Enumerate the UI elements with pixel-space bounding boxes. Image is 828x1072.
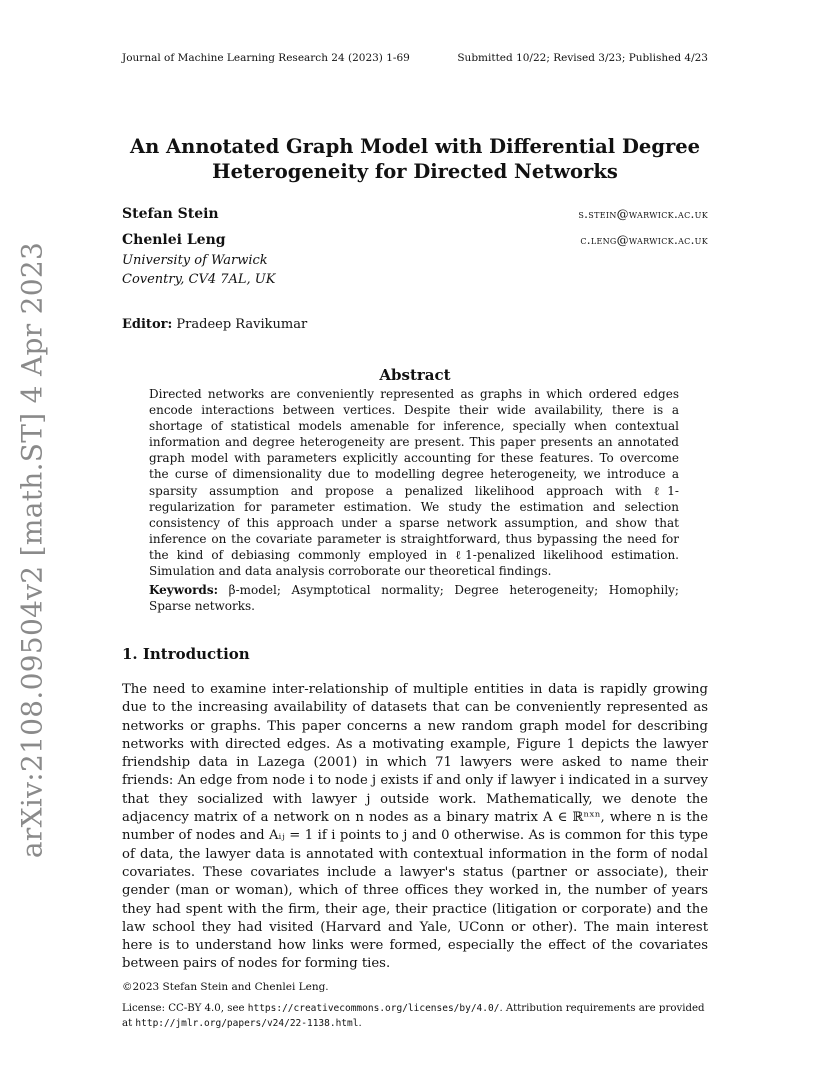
author-name: Stefan Stein	[122, 206, 219, 222]
license-notice	[122, 1002, 708, 1031]
submission-dates: Submitted 10/22; Revised 3/23; Published 4/23	[457, 52, 708, 64]
arxiv-sidebar	[2, 241, 62, 859]
arxiv-identifier: arXiv:2108.09504v2 [math.ST] 4 Apr 2023	[15, 241, 49, 859]
author-email: c.leng@warwick.ac.uk	[580, 233, 708, 247]
keywords-label: Keywords:	[149, 583, 219, 597]
running-header	[122, 52, 708, 64]
editor-name: Pradeep Ravikumar	[176, 317, 308, 332]
license-link[interactable]: https://creativecommons.org/licenses/by/4.0/	[247, 1003, 500, 1014]
paper-title	[122, 134, 708, 184]
copyright-notice: ©2023 Stefan Stein and Chenlei Leng.	[122, 981, 329, 993]
section-heading: 1. Introduction	[122, 645, 250, 663]
affiliation-line-2: Coventry, CV4 7AL, UK	[122, 272, 276, 287]
affiliation-line-1: University of Warwick	[122, 253, 268, 268]
author-email: s.stein@warwick.ac.uk	[578, 207, 708, 221]
title-line-2: Heterogeneity for Directed Networks	[212, 160, 618, 183]
abstract-heading: Abstract	[379, 366, 451, 384]
journal-citation: Journal of Machine Learning Research 24 (2023) 1-69	[122, 52, 410, 64]
editor-line	[122, 317, 307, 332]
author-row-2	[122, 232, 708, 248]
paper-link[interactable]: http://jmlr.org/papers/v24/22-1138.html	[135, 1017, 359, 1029]
author-name: Chenlei Leng	[122, 232, 226, 248]
license-middle: . Attribution requirements are provided at	[122, 1003, 705, 1029]
keywords-text: β-model; Asymptotical normality; Degree heterogeneity; Homophily; Sparse networks.	[149, 583, 679, 614]
keywords	[149, 582, 679, 614]
abstract-text: Directed networks are conveniently represented as graphs in which ordered edges encode interactions between vertices. Despite their wide availability, there is a shortage of statistical models amenable for inference, specially when contextual information and degree heterogeneity are present. This paper presents an annotated graph model with parameters explicitly accounting for these features. To overcome the curse of dimensionality due to modelling degree heterogeneity, we introduce a sparsity assumption and propose a penalized likelihood approach with ℓ1-regularization for parameter estimation. We study the estimation and selection consistency of this approach under a sparse network assumption, and show that inference on the covariate parameter is straightforward, thus bypassing the need for the kind of debiasing commonly employed in ℓ1-penalized likelihood estimation. Simulation and data analysis corroborate our theoretical findings.	[149, 387, 679, 579]
title-line-1: An Annotated Graph Model with Differential Degree	[129, 135, 701, 158]
author-row-1	[122, 206, 708, 222]
license-prefix: License: CC-BY 4.0, see	[122, 1003, 248, 1014]
intro-paragraph: The need to examine inter-relationship of multiple entities in data is rapidly growing due to the increasing availability of datasets that can be conveniently represented as networks or graphs. This paper concerns a new random graph model for describing networks with directed edges. As a motivating example, Figure 1 depicts the lawyer friendship data in Lazega (2001) in which 71 lawyers were asked to name their friends: An edge from node i to node j exists if and only if lawyer i indicated in a survey that they socialized with lawyer j outside work. Mathematically, we denote the adjacency matrix of a network on n nodes as a binary matrix A ∈ ℝⁿˣⁿ, where n is the number of nodes and Aᵢⱼ = 1 if i points to j and 0 otherwise. As is common for this type of data, the lawyer data is annotated with contextual information in the form of nodal covariates. These covariates include a lawyer's status (partner or associate), their gender (man or woman), which of three offices they worked in, the number of years they had spent with the firm, their age, their practice (litigation or corporate) and the law school they had visited (Harvard and Yale, UConn or other). The main interest here is to understand how links were formed, especially the effect of the covariates between pairs of nodes for forming ties.	[122, 682, 708, 972]
editor-label: Editor:	[122, 317, 173, 332]
license-suffix: .	[358, 1017, 362, 1029]
affiliation	[122, 251, 275, 289]
